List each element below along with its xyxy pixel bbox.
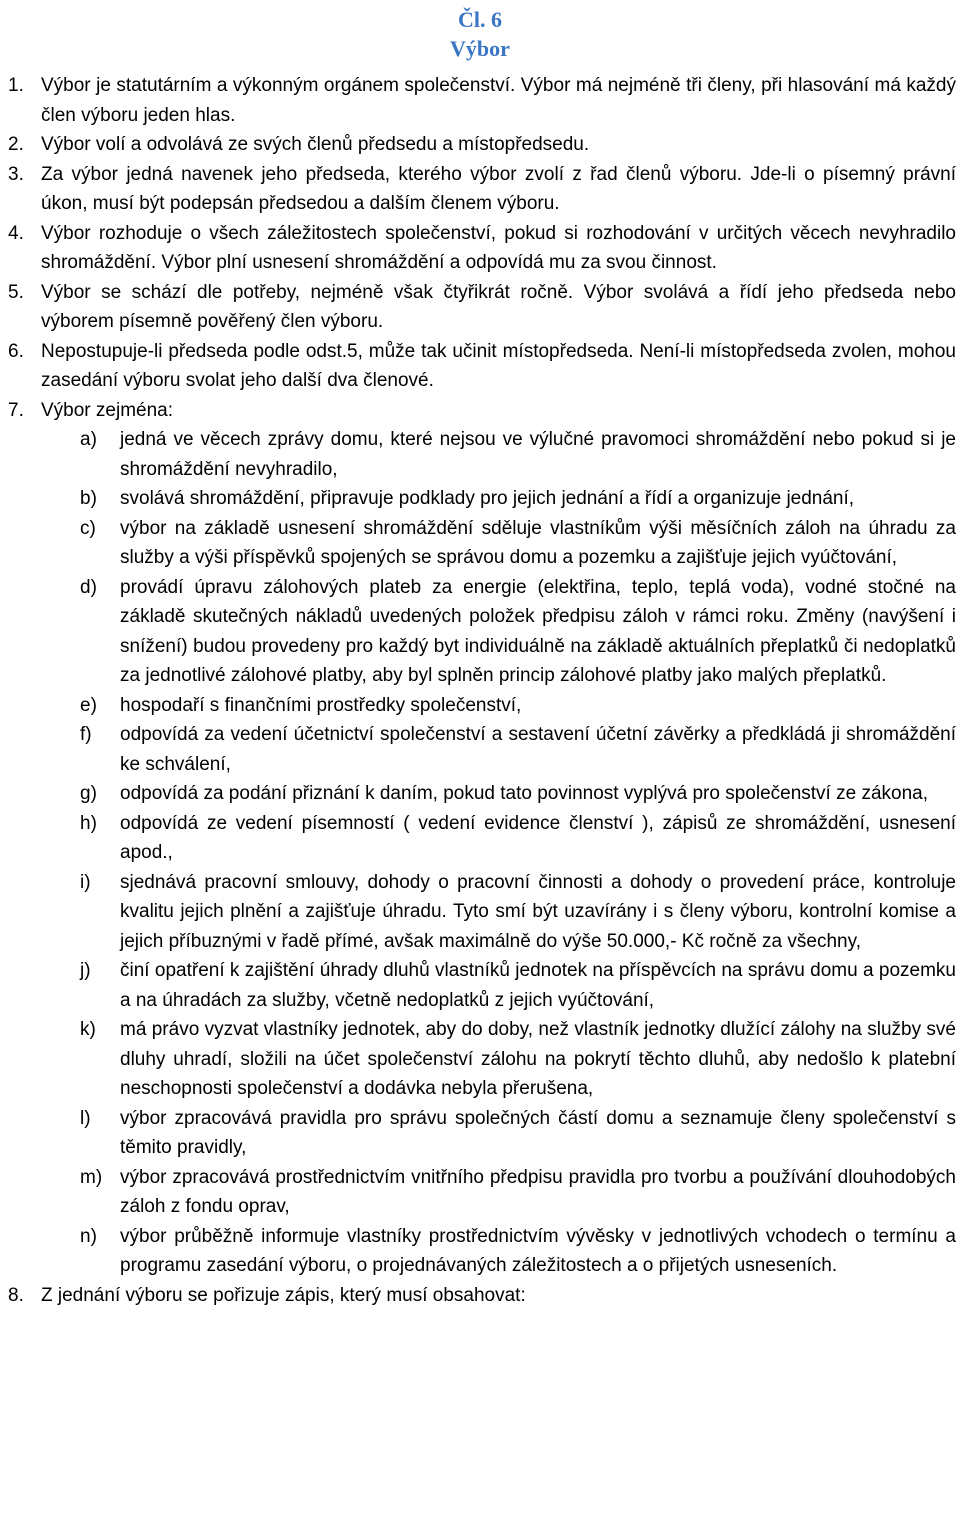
- sub-item-letter: b): [80, 488, 97, 509]
- sub-list-item: [8, 573, 956, 691]
- sub-list-item: [8, 1015, 956, 1104]
- item-text: Výbor rozhoduje o všech záležitostech společenství, pokud si rozhodování v určitých věcech nevyhradilo shromáždění. Výbor plní usnesení shromáždění a odpovídá mu za svou činnost.: [41, 222, 956, 273]
- sub-list-item: [8, 1222, 956, 1281]
- item-text: Nepostupuje-li předseda podle odst.5, může tak učinit místopředseda. Není-li místopředseda zvolen, mohou zasedání výboru svolat jeho další dva členové.: [41, 340, 956, 391]
- sub-item-text: provádí úpravu zálohových plateb za energie (elektřina, teplo, teplá voda), vodné stočné na základě skutečných nákladů uvedených položek předpisu záloh v rámci roku. Změny (navýšení i snížení) budou provedeny pro každý byt individuálně na základě aktuálních přeplatků či nedoplatků za jednotlivé zálohové platby, aby byl splněn princip zálohové platby jako malých přeplatků.: [120, 576, 956, 686]
- sub-item-text: jedná ve věcech zprávy domu, které nejsou ve výlučné pravomoci shromáždění nebo pokud si je shromáždění nevyhradilo,: [120, 429, 956, 480]
- item-number: 7.: [8, 399, 24, 421]
- sub-item-letter: e): [80, 694, 97, 716]
- sub-item-letter: m): [80, 1166, 103, 1188]
- list-item: [8, 1281, 956, 1311]
- sub-list-item: [8, 868, 956, 957]
- sub-list-item: [8, 1104, 956, 1163]
- item-text: Z jednání výboru se pořizuje zápis, který musí obsahovat:: [41, 1284, 526, 1306]
- item-number: 8.: [8, 1284, 24, 1306]
- sub-item-text: výbor zpracovává prostřednictvím vnitřního předpisu pravidla pro tvorbu a používání dlouhodobých záloh z fondu oprav,: [120, 1166, 956, 1217]
- sub-item-letter: k): [80, 1019, 96, 1040]
- sub-list-item: [8, 425, 956, 484]
- sub-item-text: sjednává pracovní smlouvy, dohody o pracovní činnosti a dohody o provedení práce, kontroluje kvalitu jejich plnění a zajišťuje úhradu. Tyto smí být uzavírány i s členy výboru, kontrolní komise a jejich příbuznými v řadě přímé, avšak maximálně do výše 50.000,- Kč ročně za všechny,: [120, 871, 956, 952]
- sub-item-letter: f): [80, 724, 92, 745]
- sub-item-text: odpovídá za vedení účetnictví společenství a sestavení účetní závěrky a předkládá ji shromáždění ke schválení,: [120, 724, 956, 775]
- sub-list-item: [8, 484, 956, 514]
- sub-item-text: výbor na základě usnesení shromáždění sděluje vlastníkům výši měsíčních záloh na úhradu za služby a výši příspěvků spojených se správou domu a pozemku a zajišťuje jejich vyúčtování,: [120, 517, 956, 568]
- item-text: Výbor zejména:: [41, 399, 174, 421]
- sub-item-text: činí opatření k zajištění úhrady dluhů vlastníků jednotek na příspěvcích na správu domu a pozemku a na úhradách za služby, včetně nedoplatků z jejich vyúčtování,: [120, 960, 956, 1011]
- list-item: [8, 337, 956, 396]
- sub-item-letter: l): [80, 1107, 91, 1129]
- sub-list-item: [8, 779, 956, 809]
- item-text: Výbor volí a odvolává ze svých členů předsedu a místopředsedu.: [41, 134, 590, 155]
- item-number: 4.: [8, 222, 24, 244]
- sub-item-text: výbor průběžně informuje vlastníky prostřednictvím vývěsky v jednotlivých vchodech o termínu a programu zasedání výboru, o projednávaných záležitostech a o přijetých usneseních.: [120, 1225, 956, 1276]
- list-item: [8, 219, 956, 278]
- sub-list-item: [8, 1163, 956, 1222]
- sub-item-letter: i): [80, 871, 91, 893]
- sub-item-text: má právo vyzvat vlastníky jednotek, aby do doby, než vlastník jednotky dlužící zálohy na služby své dluhy uhradí, složili na účet společenství zálohu na pokrytí těchto dluhů, aby nedošlo k platební neschopnosti společenství a dodávka nebyla přerušena,: [120, 1019, 956, 1099]
- sub-item-letter: d): [80, 576, 97, 598]
- sub-list-item: [8, 691, 956, 721]
- sub-list-item: [8, 514, 956, 573]
- sub-item-letter: g): [80, 783, 97, 804]
- item-number: 5.: [8, 281, 24, 303]
- sub-item-letter: h): [80, 812, 97, 834]
- item-number: 3.: [8, 163, 24, 185]
- sub-item-text: odpovídá ze vedení písemností ( vedení evidence členství ), zápisů ze shromáždění, usnesení apod.,: [120, 812, 956, 863]
- list-item: [8, 396, 956, 426]
- sub-list-item: [8, 720, 956, 779]
- article-heading: [0, 5, 960, 63]
- sub-item-text: hospodaří s finančními prostředky společenství,: [120, 694, 522, 716]
- sub-item-text: svolává shromáždění, připravuje podklady pro jejich jednání a řídí a organizuje jednání,: [120, 488, 855, 509]
- list-item: [8, 130, 956, 160]
- item-number: 2.: [8, 134, 24, 155]
- article-number: Čl. 6: [458, 7, 502, 32]
- sub-list-item: [8, 956, 956, 1015]
- item-text: Výbor se schází dle potřeby, nejméně však čtyřikrát ročně. Výbor svolává a řídí jeho předseda nebo výborem písemně pověřený člen výboru.: [41, 281, 956, 332]
- list-item: [8, 71, 956, 130]
- list-item: [8, 160, 956, 219]
- article-body: [8, 71, 956, 1310]
- item-number: 6.: [8, 340, 24, 362]
- sub-item-letter: j): [80, 960, 91, 981]
- sub-item-letter: c): [80, 517, 96, 539]
- sub-list-item: [8, 809, 956, 868]
- item-number: 1.: [8, 75, 24, 96]
- sub-item-text: výbor zpracovává pravidla pro správu společných částí domu a seznamuje členy společenství s těmito pravidly,: [120, 1107, 956, 1158]
- article-title: Výbor: [450, 36, 510, 61]
- sub-item-letter: n): [80, 1225, 97, 1247]
- sub-item-letter: a): [80, 429, 97, 450]
- item-text: Za výbor jedná navenek jeho předseda, kterého výbor zvolí z řad členů výboru. Jde-li o písemný právní úkon, musí být podepsán předsedou a dalším členem výboru.: [41, 163, 956, 214]
- list-item: [8, 278, 956, 337]
- sub-item-text: odpovídá za podání přiznání k daním, pokud tato povinnost vyplývá pro společenství ze zákona,: [120, 783, 929, 804]
- item-text: Výbor je statutárním a výkonným orgánem společenství. Výbor má nejméně tři členy, při hlasování má každý člen výboru jeden hlas.: [41, 75, 956, 126]
